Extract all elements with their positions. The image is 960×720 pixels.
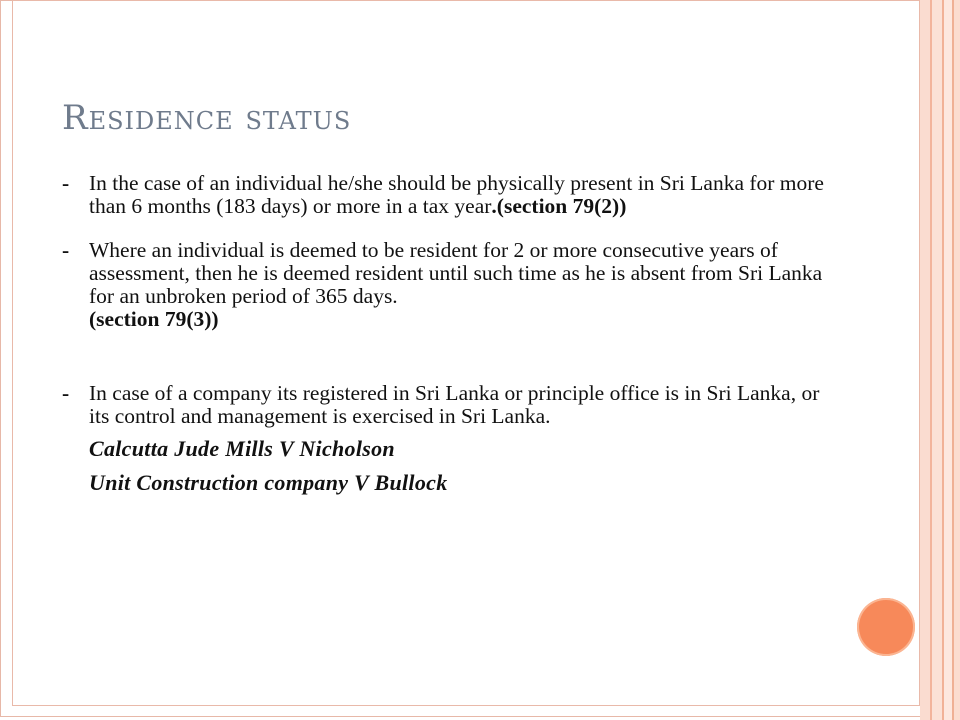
decorative-side-stripe (932, 0, 942, 720)
bullet-text: In the case of an individual he/she should be physically present in Sri Lanka for more than 6 months (183 days) or more in a tax year (89, 171, 824, 218)
decorative-side-stripe (954, 0, 960, 720)
bullet-text: Where an individual is deemed to be resident for 2 or more consecutive years of assessment, then he is deemed resident until such time as he is absent from Sri Lanka for an unbroken period of 365 days. (89, 238, 823, 308)
bullet-dash: - (62, 171, 70, 195)
bullet-dash: - (62, 381, 70, 405)
section-reference: .(section 79(2)) (491, 194, 627, 218)
case-citation: Unit Construction company V Bullock (89, 470, 448, 495)
decorative-side-stripe (920, 0, 930, 720)
bullet-dash: - (62, 238, 70, 262)
slide-title: Residence status (62, 98, 352, 138)
bullet-item-individual-presence (62, 172, 842, 218)
slide-body (62, 172, 842, 494)
bullet-text: In case of a company its registered in Sri Lanka or principle office is in Sri Lanka, or its control and management is exercised in Sri Lanka. (89, 381, 820, 428)
section-reference: (section 79(3)) (89, 307, 219, 331)
decorative-side-stripe (944, 0, 952, 720)
bullet-item-company-residence (62, 382, 842, 428)
accent-circle-decoration (857, 598, 915, 656)
bullet-item-deemed-resident (62, 239, 842, 331)
case-citation: Calcutta Jude Mills V Nicholson (89, 436, 395, 461)
